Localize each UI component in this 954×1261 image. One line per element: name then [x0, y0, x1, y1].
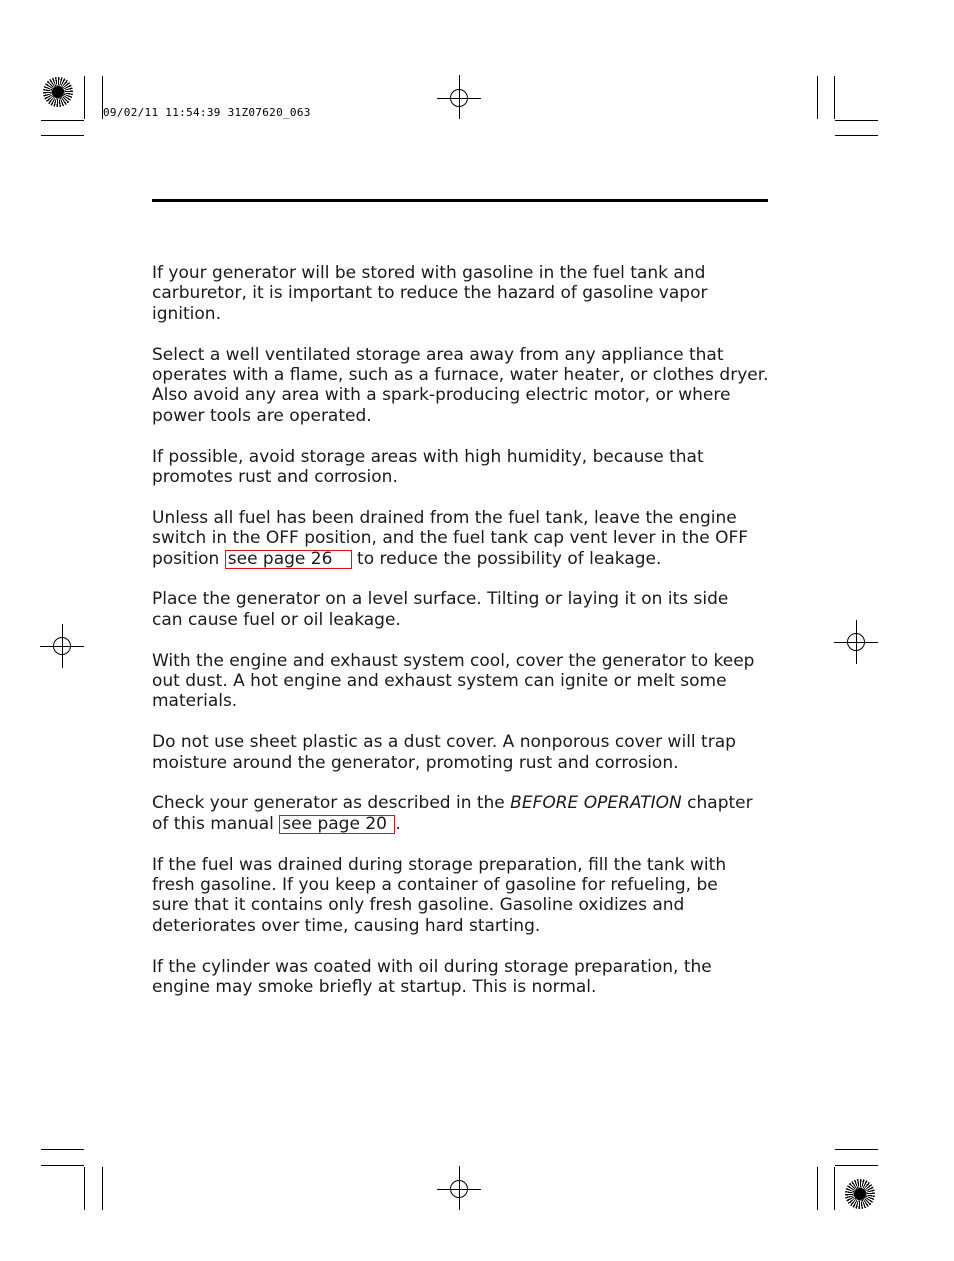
- print-timestamp: 09/02/11 11:54:39 31Z07620_063: [103, 106, 311, 119]
- text-line: fresh gasoline. If you keep a container of gasoline for refueling, be: [152, 875, 718, 896]
- text-line: Select a well ventilated storage area away from any appliance that: [152, 344, 724, 365]
- text-line: of this manual: [152, 813, 280, 834]
- text-line: operates with a flame, such as a furnace, water heater, or clothes dryer.: [152, 365, 769, 386]
- paragraph-engine-switch: [152, 508, 792, 569]
- paragraph-dust-cover: [152, 651, 792, 712]
- paragraph-check-generator: [152, 793, 792, 834]
- text-line: power tools are operated.: [152, 405, 372, 426]
- text-line: Do not use sheet plastic as a dust cover. A nonporous cover will trap: [152, 732, 736, 753]
- header-rule: [152, 199, 768, 202]
- crop-line: [834, 76, 835, 119]
- crop-line: [834, 642, 878, 643]
- text-line: position: [152, 548, 225, 569]
- see-page-20-link[interactable]: see page 20: [279, 815, 395, 834]
- text-line: switch in the OFF position, and the fuel tank cap vent lever in the OFF: [152, 528, 749, 549]
- crop-line: [41, 1165, 84, 1166]
- crop-line: [84, 76, 85, 119]
- registration-starburst-icon: [845, 1179, 875, 1209]
- text-line: Unless all fuel has been drained from the fuel tank, leave the engine: [152, 507, 737, 528]
- crop-line: [817, 76, 818, 119]
- text-line: deteriorates over time, causing hard starting.: [152, 915, 541, 936]
- crop-line: [459, 75, 460, 119]
- paragraph-fuel-in-tank: [152, 263, 792, 324]
- page-body: [152, 263, 792, 1018]
- text-line: chapter: [681, 793, 753, 814]
- text-line: to reduce the possibility of leakage.: [351, 548, 662, 569]
- crop-line: [41, 1149, 84, 1150]
- text-line: If the fuel was drained during storage preparation, fill the tank with: [152, 854, 727, 875]
- crop-line: [835, 135, 878, 136]
- crop-line: [437, 1189, 481, 1190]
- crop-line: [459, 1166, 460, 1210]
- paragraph-refuel: [152, 855, 792, 937]
- crop-line: [835, 1165, 878, 1166]
- registration-starburst-icon: [43, 77, 73, 107]
- text-line: can cause fuel or oil leakage.: [152, 609, 401, 630]
- paragraph-storage-area: [152, 345, 792, 427]
- text-line: If possible, avoid storage areas with high humidity, because that: [152, 446, 704, 467]
- text-line: ignition.: [152, 303, 221, 324]
- text-line: Check your generator as described in the: [152, 793, 511, 814]
- removal-section: [152, 793, 792, 997]
- paragraph-sheet-plastic: [152, 732, 792, 773]
- crop-line: [835, 120, 878, 121]
- text-line: .: [395, 813, 401, 834]
- crop-line: [102, 1167, 103, 1210]
- text-line: sure that it contains only fresh gasoline. Gasoline oxidizes and: [152, 895, 685, 916]
- crop-line: [835, 1149, 878, 1150]
- crop-line: [41, 135, 84, 136]
- text-line: materials.: [152, 691, 238, 712]
- crop-line: [834, 1167, 835, 1210]
- text-line: engine may smoke briefly at startup. This is normal.: [152, 977, 597, 998]
- text-line: If the cylinder was coated with oil during storage preparation, the: [152, 956, 712, 977]
- crop-line: [84, 1167, 85, 1210]
- text-line: If your generator will be stored with gasoline in the fuel tank and: [152, 263, 706, 283]
- text-line: Also avoid any area with a spark-producing electric motor, or where: [152, 385, 731, 406]
- storage-section: [152, 263, 792, 773]
- text-line: With the engine and exhaust system cool, cover the generator to keep: [152, 650, 755, 671]
- text-line: moisture around the generator, promoting rust and corrosion.: [152, 752, 679, 773]
- paragraph-level-surface: [152, 589, 792, 630]
- see-page-26-link[interactable]: see page 26: [225, 550, 352, 569]
- crop-line: [437, 98, 481, 99]
- text-line: out dust. A hot engine and exhaust system can ignite or melt some: [152, 671, 727, 692]
- crop-line: [817, 1167, 818, 1210]
- text-line: Place the generator on a level surface. Tilting or laying it on its side: [152, 589, 729, 610]
- text-line: promotes rust and corrosion.: [152, 467, 398, 488]
- crop-line: [41, 120, 84, 121]
- paragraph-humidity: [152, 447, 792, 488]
- paragraph-cylinder-oil: [152, 957, 792, 998]
- crop-line: [40, 646, 84, 647]
- text-line: carburetor, it is important to reduce the hazard of gasoline vapor: [152, 283, 708, 304]
- chapter-title: BEFORE OPERATION: [510, 793, 682, 814]
